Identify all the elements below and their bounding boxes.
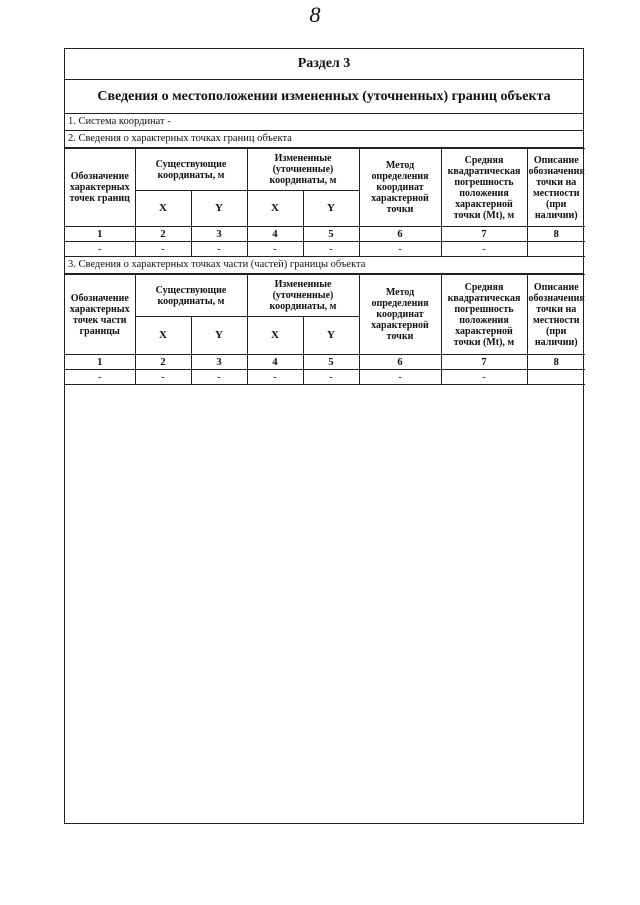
- boundary-points-heading: 2. Сведения о характерных точках границ объекта: [65, 131, 583, 148]
- section-subtitle: Сведения о местоположении измененных (уточненных) границ объекта: [65, 80, 583, 114]
- column-number: 3: [191, 227, 247, 242]
- table-cell: -: [65, 242, 135, 257]
- point-designation-header: Обозначение характерных точек части границы: [65, 275, 135, 355]
- column-number: 5: [303, 227, 359, 242]
- column-number: 1: [65, 227, 135, 242]
- coordinate-system-line: 1. Система координат -: [65, 114, 583, 131]
- existing-y-header: Y: [191, 191, 247, 227]
- changed-y-header: Y: [303, 317, 359, 355]
- column-number: 5: [303, 355, 359, 370]
- column-number: 4: [247, 355, 303, 370]
- point-designation-header: Обозначение характерных точек границ: [65, 149, 135, 227]
- table-cell: -: [247, 242, 303, 257]
- changed-y-header: Y: [303, 191, 359, 227]
- column-number: 2: [135, 355, 191, 370]
- table-cell: -: [191, 370, 247, 385]
- column-number: 1: [65, 355, 135, 370]
- existing-coords-header: Существующие координаты, м: [135, 275, 247, 317]
- table-cell: -: [303, 242, 359, 257]
- column-number: 6: [359, 355, 441, 370]
- section-title: Раздел 3: [65, 49, 583, 80]
- table-cell: [527, 370, 585, 385]
- description-header: Описание обозначения точки на местности (при наличии): [527, 149, 585, 227]
- table-cell: -: [135, 242, 191, 257]
- table-cell: -: [247, 370, 303, 385]
- table-cell: -: [191, 242, 247, 257]
- method-header: Метод определения координат характерной точки: [359, 275, 441, 355]
- description-header: Описание обозначения точки на местности (при наличии): [527, 275, 585, 355]
- method-header: Метод определения координат характерной точки: [359, 149, 441, 227]
- changed-coords-header: Измененные (уточненные) координаты, м: [247, 149, 359, 191]
- table-cell: -: [303, 370, 359, 385]
- table-cell: -: [135, 370, 191, 385]
- part-boundary-points-table: [65, 274, 585, 385]
- existing-x-header: X: [135, 317, 191, 355]
- column-number: 8: [527, 227, 585, 242]
- error-header: Средняя квадратическая погрешность положения характерной точки (Мt), м: [441, 275, 527, 355]
- error-header: Средняя квадратическая погрешность положения характерной точки (Мt), м: [441, 149, 527, 227]
- column-number: 8: [527, 355, 585, 370]
- table-cell: -: [441, 370, 527, 385]
- column-number: 7: [441, 227, 527, 242]
- table-cell: -: [359, 242, 441, 257]
- blank-area: [65, 385, 583, 785]
- existing-coords-header: Существующие координаты, м: [135, 149, 247, 191]
- table-cell: -: [441, 242, 527, 257]
- boundary-points-table: [65, 148, 585, 257]
- changed-x-header: X: [247, 191, 303, 227]
- table-cell: [527, 242, 585, 257]
- part-boundary-points-heading: 3. Сведения о характерных точках части (частей) границы объекта: [65, 257, 583, 274]
- table-cell: -: [359, 370, 441, 385]
- section-frame: [64, 48, 584, 824]
- column-number: 6: [359, 227, 441, 242]
- page-number: 8: [309, 2, 321, 27]
- changed-coords-header: Измененные (уточненные) координаты, м: [247, 275, 359, 317]
- column-number: 4: [247, 227, 303, 242]
- existing-y-header: Y: [191, 317, 247, 355]
- changed-x-header: X: [247, 317, 303, 355]
- table-cell: -: [65, 370, 135, 385]
- column-number: 3: [191, 355, 247, 370]
- column-number: 2: [135, 227, 191, 242]
- column-number: 7: [441, 355, 527, 370]
- existing-x-header: X: [135, 191, 191, 227]
